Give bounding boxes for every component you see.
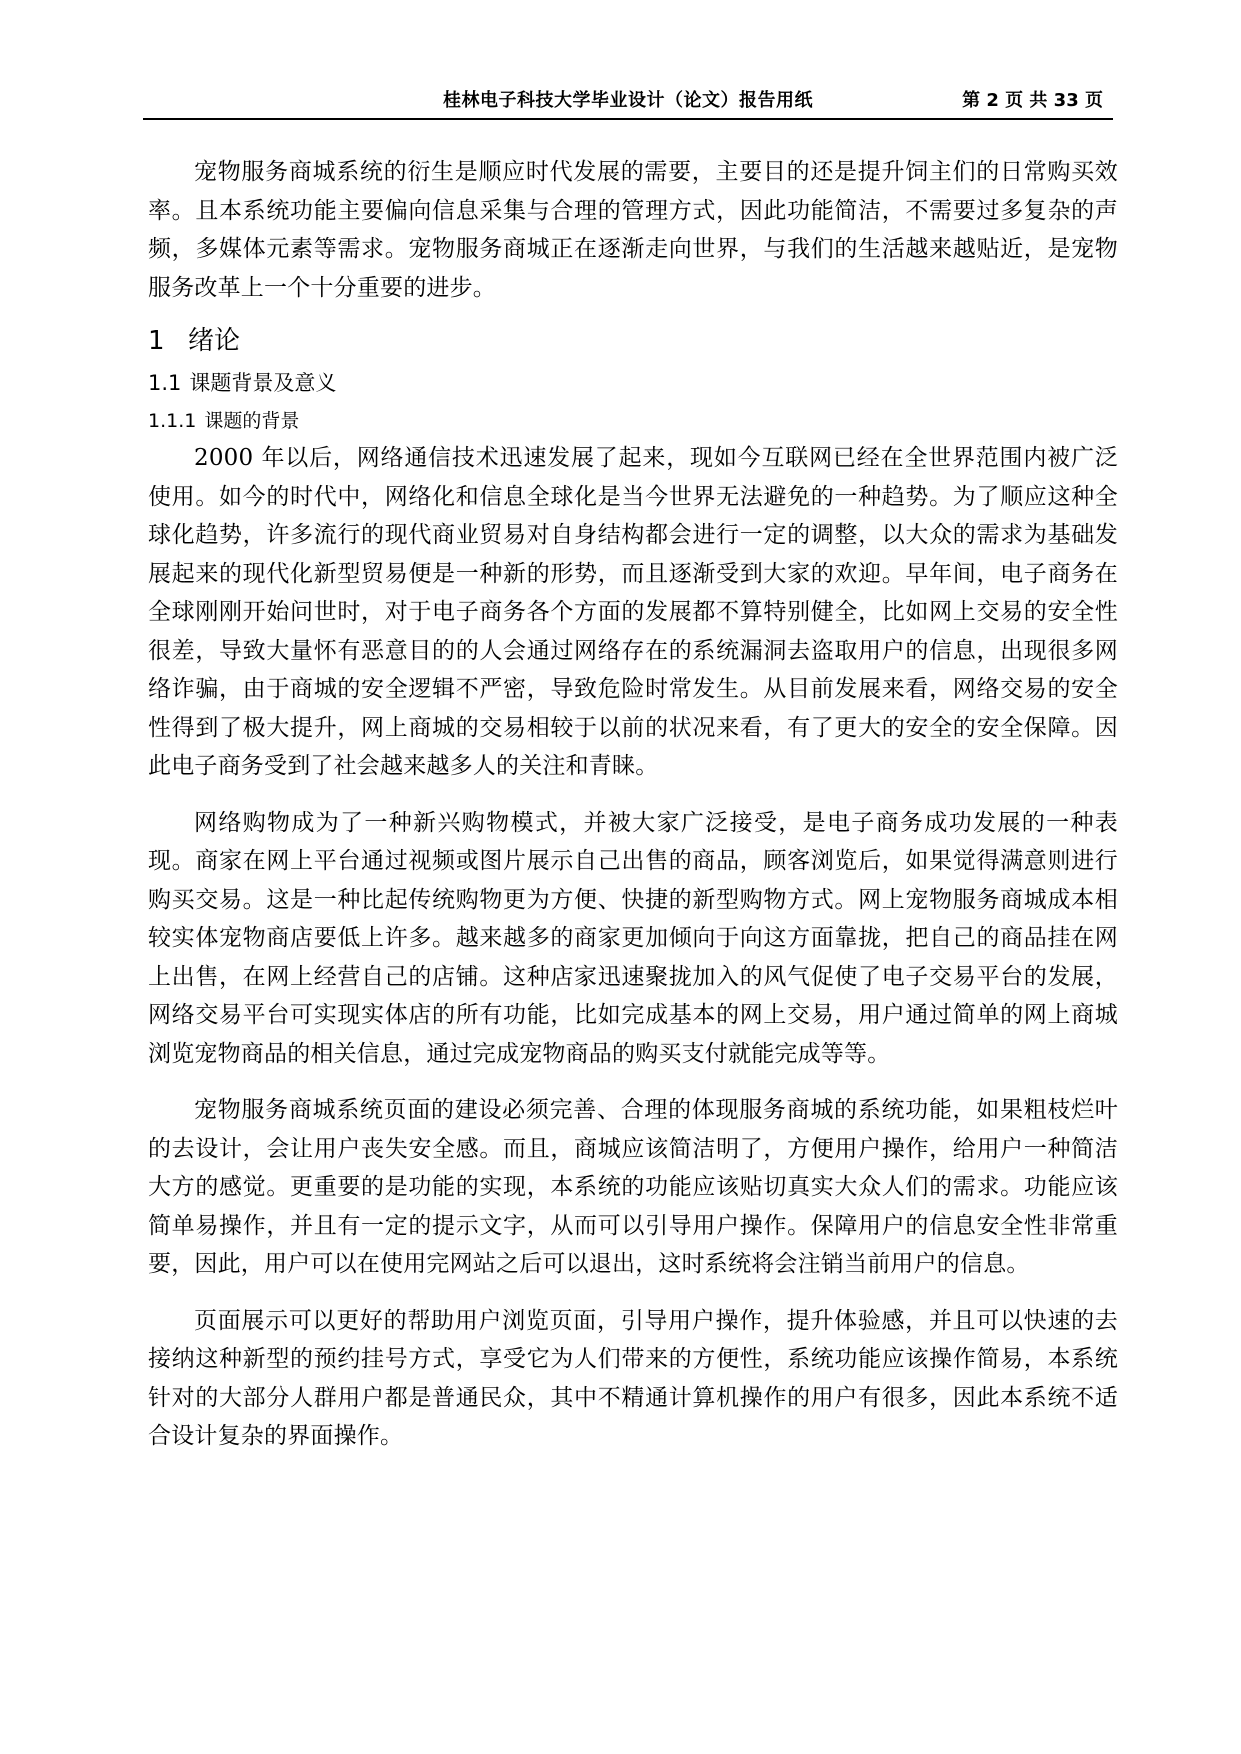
section-number: 1.1: [148, 371, 182, 395]
subsection-title: 课题的背景: [204, 410, 300, 432]
subsection-heading: [148, 403, 1118, 439]
chapter-title: 绪论: [188, 326, 241, 356]
section-title: 课题背景及意义: [189, 371, 337, 395]
body-paragraph-2: 网络购物成为了一种新兴购物模式，并被大家广泛接受，是电子商务成功发展的一种表现。商家在网上平台通过视频或图片展示自己出售的商品，顾客浏览后，如果觉得满意则进行购买交易。这是一种比起传统购物更为方便、快捷的新型购物方式。网上宠物服务商城成本相较实体宠物商店要低上许多。越来越多的商家更加倾向于向这方面靠拢，把自己的商品挂在网上出售，在网上经营自己的店铺。这种店家迅速聚拢加入的风气促使了电子交易平台的发展，网络交易平台可实现实体店的所有功能，比如完成基本的网上交易，用户通过简单的网上商城浏览宠物商品的相关信息，通过完成宠物商品的购买支付就能完成等等。: [148, 809, 1118, 1067]
intro-paragraph: 宠物服务商城系统的衍生是顺应时代发展的需要，主要目的还是提升饲主们的日常购买效率。且本系统功能主要偏向信息采集与合理的管理方式，因此功能简洁，不需要过多复杂的声频，多媒体元素等需求。宠物服务商城正在逐渐走向世界，与我们的生活越来越贴近，是宠物服务改革上一个十分重要的进步。: [148, 159, 1118, 301]
section-heading: [148, 363, 1118, 403]
subsection-number: 1.1.1: [148, 410, 197, 432]
page-header: [143, 86, 1113, 120]
header-title: 桂林电子科技大学毕业设计（论文）报告用纸: [443, 90, 813, 111]
page-body: [148, 153, 1118, 1456]
chapter-number: 1: [148, 326, 165, 356]
body-paragraph-3: 宠物服务商城系统页面的建设必须完善、合理的体现服务商城的系统功能，如果粗枝烂叶的去设计，会让用户丧失安全感。而且，商城应该简洁明了，方便用户操作，给用户一种简洁大方的感觉。更重要的是功能的实现，本系统的功能应该贴切真实大众人们的需求。功能应该简单易操作，并且有一定的提示文字，从而可以引导用户操作。保障用户的信息安全性非常重要，因此，用户可以在使用完网站之后可以退出，这时系统将会注销当前用户的信息。: [148, 1097, 1118, 1277]
body-paragraph-4: 页面展示可以更好的帮助用户浏览页面，引导用户操作，提升体验感，并且可以快速的去接纳这种新型的预约挂号方式，享受它为人们带来的方便性，系统功能应该操作简易，本系统针对的大部分人群用户都是普通民众，其中不精通计算机操作的用户有很多，因此本系统不适合设计复杂的界面操作。: [148, 1307, 1118, 1449]
header-page-number: 第 2 页 共 33 页: [962, 90, 1103, 111]
chapter-heading: [148, 319, 1118, 363]
body-paragraph-1: 2000 年以后，网络通信技术迅速发展了起来，现如今互联网已经在全世界范围内被广泛使用。如今的时代中，网络化和信息全球化是当今世界无法避免的一种趋势。为了顺应这种全球化趋势，许多流行的现代商业贸易对自身结构都会进行一定的调整，以大众的需求为基础发展起来的现代化新型贸易便是一种新的形势，而且逐渐受到大家的欢迎。早年间，电子商务在全球刚刚开始问世时，对于电子商务各个方面的发展都不算特别健全，比如网上交易的安全性很差，导致大量怀有恶意目的的人会通过网络存在的系统漏洞去盗取用户的信息，出现很多网络诈骗，由于商城的安全逻辑不严密，导致危险时常发生。从目前发展来看，网络交易的安全性得到了极大提升，网上商城的交易相较于以前的状况来看，有了更大的安全的安全保障。因此电子商务受到了社会越来越多人的关注和青睐。: [148, 445, 1118, 779]
